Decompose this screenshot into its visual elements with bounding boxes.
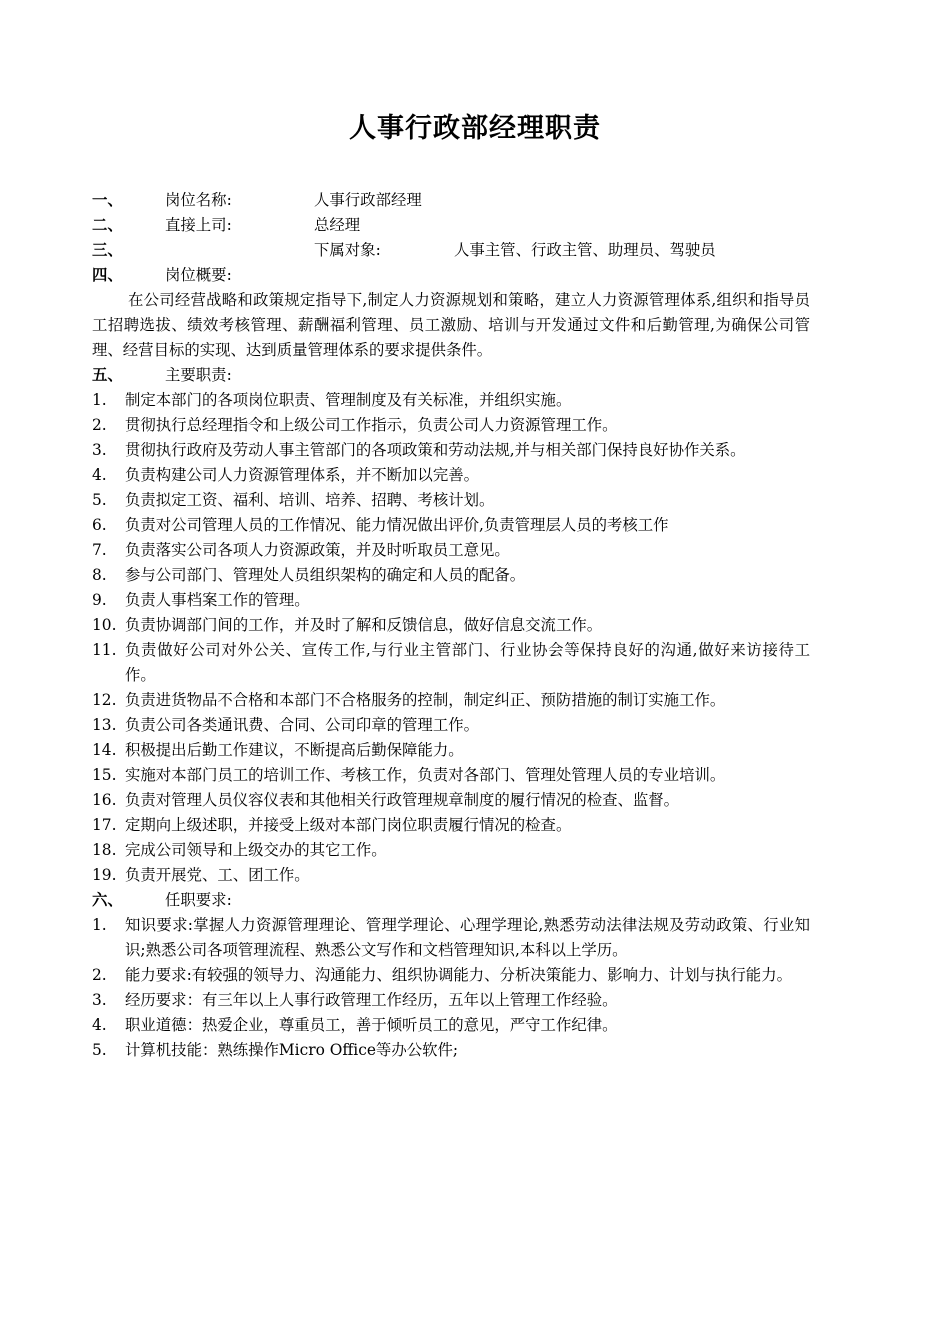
item-text: 计算机技能：熟练操作Micro Office等办公软件; — [125, 1041, 459, 1059]
item-text: 制定本部门的各项岗位职责、管理制度及有关标准，并组织实施。 — [125, 391, 572, 409]
list-item — [92, 813, 810, 838]
item-text: 负责协调部门间的工作，并及时了解和反馈信息，做好信息交流工作。 — [125, 616, 603, 634]
item-text: 完成公司领导和上级交办的其它工作。 — [125, 841, 387, 859]
list-item — [92, 838, 810, 863]
list-item — [92, 988, 810, 1013]
item-number: 12. — [92, 691, 117, 709]
item-number: 9. — [92, 591, 107, 609]
section-number: 五、 — [92, 366, 123, 384]
item-text: 负责公司各类通讯费、合同、公司印章的管理工作。 — [125, 716, 479, 734]
list-item — [92, 1013, 810, 1038]
section-value: 人事主管、行政主管、助理员、驾驶员 — [454, 241, 716, 259]
list-item — [92, 688, 810, 713]
section-value: 人事行政部经理 — [314, 191, 422, 209]
item-text: 负责拟定工资、福利、培训、培养、招聘、考核计划。 — [125, 491, 495, 509]
list-item — [92, 538, 810, 563]
section-label: 直接上司: — [165, 216, 232, 234]
item-number: 2. — [92, 416, 107, 434]
item-number: 18. — [92, 841, 117, 859]
requirements-list — [92, 913, 810, 1063]
section-label: 岗位名称: — [165, 191, 232, 209]
item-text: 职业道德：热爱企业，尊重员工，善于倾听员工的意见，严守工作纪律。 — [125, 1016, 618, 1034]
item-text: 负责人事档案工作的管理。 — [125, 591, 310, 609]
section-requirements-heading — [92, 888, 810, 913]
list-item — [92, 913, 810, 963]
item-number: 11. — [92, 641, 117, 659]
item-number: 1. — [92, 916, 107, 934]
list-item — [92, 588, 810, 613]
item-text: 负责对公司管理人员的工作情况、能力情况做出评价,负责管理层人员的考核工作 — [125, 516, 669, 534]
list-item — [92, 963, 810, 988]
section-label: 岗位概要: — [165, 266, 232, 284]
document-title: 人事行政部经理职责 — [349, 113, 601, 144]
item-text: 负责开展党、工、团工作。 — [125, 866, 310, 884]
section-subordinates — [92, 238, 810, 263]
section-label: 主要职责: — [165, 366, 232, 384]
item-number: 14. — [92, 741, 117, 759]
item-number: 15. — [92, 766, 117, 784]
item-number: 13. — [92, 716, 117, 734]
section-number: 六、 — [92, 891, 123, 909]
section-value: 总经理 — [314, 216, 361, 234]
item-number: 10. — [92, 616, 117, 634]
list-item — [92, 463, 810, 488]
list-item — [92, 1038, 810, 1063]
section-number: 一、 — [92, 191, 123, 209]
section-label: 任职要求: — [165, 891, 232, 909]
item-number: 19. — [92, 866, 117, 884]
item-number: 4. — [92, 466, 107, 484]
item-number: 5. — [92, 1041, 107, 1059]
item-text: 负责进货物品不合格和本部门不合格服务的控制，制定纠正、预防措施的制订实施工作。 — [125, 691, 726, 709]
item-number: 7. — [92, 541, 107, 559]
item-text: 积极提出后勤工作建议，不断提高后勤保障能力。 — [125, 741, 464, 759]
list-item — [92, 713, 810, 738]
list-item — [92, 738, 810, 763]
list-item — [92, 488, 810, 513]
item-number: 3. — [92, 991, 107, 1009]
list-item — [92, 763, 810, 788]
item-text: 负责落实公司各项人力资源政策，并及时听取员工意见。 — [125, 541, 510, 559]
item-number: 8. — [92, 566, 107, 584]
item-number: 2. — [92, 966, 107, 984]
item-number: 4. — [92, 1016, 107, 1034]
item-number: 6. — [92, 516, 107, 534]
item-number: 5. — [92, 491, 107, 509]
item-text: 负责构建公司人力资源管理体系，并不断加以完善。 — [125, 466, 479, 484]
item-text: 经历要求：有三年以上人事行政管理工作经历，五年以上管理工作经验。 — [125, 991, 618, 1009]
item-text: 负责做好公司对外公关、宣传工作,与行业主管部门、行业协会等保持良好的沟通,做好来访接待工作。 — [125, 641, 810, 684]
item-text: 能力要求:有较强的领导力、沟通能力、组织协调能力、分析决策能力、影响力、计划与执行能力。 — [125, 966, 792, 984]
item-text: 实施对本部门员工的培训工作、考核工作，负责对各部门、管理处管理人员的专业培训。 — [125, 766, 726, 784]
item-number: 3. — [92, 441, 107, 459]
item-number: 17. — [92, 816, 117, 834]
section-label: 下属对象: — [314, 241, 381, 259]
list-item — [92, 438, 810, 463]
section-direct-superior — [92, 213, 810, 238]
section-duties-heading — [92, 363, 810, 388]
section-position-name — [92, 188, 810, 213]
list-item — [92, 638, 810, 688]
item-number: 1. — [92, 391, 107, 409]
list-item — [92, 513, 810, 538]
section-summary-heading — [92, 263, 810, 288]
section-number: 四、 — [92, 266, 123, 284]
item-number: 16. — [92, 791, 117, 809]
section-number: 二、 — [92, 216, 123, 234]
list-item — [92, 788, 810, 813]
item-text: 定期向上级述职，并接受上级对本部门岗位职责履行情况的检查。 — [125, 816, 572, 834]
item-text: 知识要求:掌握人力资源管理理论、管理学理论、心理学理论,熟悉劳动法律法规及劳动政策、行业知识;熟悉公司各项管理流程、熟悉公文写作和文档管理知识,本科以上学历。 — [125, 916, 810, 959]
section-number: 三、 — [92, 241, 123, 259]
list-item — [92, 563, 810, 588]
item-text: 贯彻执行政府及劳动人事主管部门的各项政策和劳动法规,并与相关部门保持良好协作关系。 — [125, 441, 746, 459]
document-body — [92, 188, 810, 1063]
list-item — [92, 388, 810, 413]
item-text: 贯彻执行总经理指令和上级公司工作指示，负责公司人力资源管理工作。 — [125, 416, 618, 434]
list-item — [92, 863, 810, 888]
item-text: 参与公司部门、管理处人员组织架构的确定和人员的配备。 — [125, 566, 526, 584]
duties-list — [92, 388, 810, 888]
list-item — [92, 413, 810, 438]
list-item — [92, 613, 810, 638]
position-summary: 在公司经营战略和政策规定指导下,制定人力资源规划和策略，建立人力资源管理体系,组织和指导员工招聘选拔、绩效考核管理、薪酬福利管理、员工激励、培训与开发通过文件和后勤管理,为确保公司管理、经营目标的实现、达到质量管理体系的要求提供条件。 — [92, 291, 810, 359]
item-text: 负责对管理人员仪容仪表和其他相关行政管理规章制度的履行情况的检查、监督。 — [125, 791, 680, 809]
